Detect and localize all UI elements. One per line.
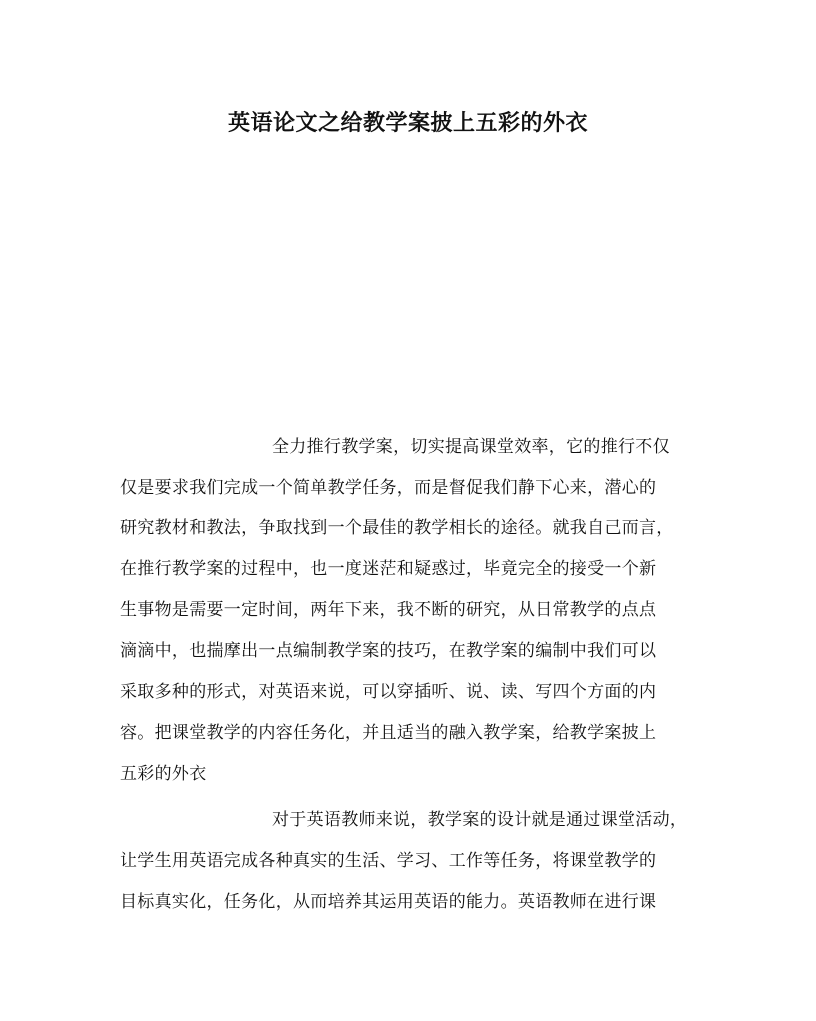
paragraph-1-line-9: 五彩的外衣 [120,764,207,784]
paragraph-2-line-1: 对于英语教师来说，教学案的设计就是通过课堂活动， [272,810,688,830]
paragraph-1-line-8: 容。把课堂教学的内容任务化，并且适当的融入教学案，给教学案披上 [120,723,657,743]
document-title: 英语论文之给教学案披上五彩的外衣 [227,110,588,136]
paragraph-1-line-7: 采取多种的形式，对英语来说，可以穿插听、说、读、写四个方面的内 [120,682,657,702]
paragraph-2-line-3: 目标真实化，任务化，从而培养其运用英语的能力。英语教师在进行课 [120,892,657,912]
paragraph-1-line-2: 仅是要求我们完成一个简单教学任务，而是督促我们静下心来，潜心的 [120,478,657,498]
paragraph-2-line-2: 让学生用英语完成各种真实的生活、学习、工作等任务，将课堂教学的 [120,851,657,871]
paragraph-1-line-3: 研究教材和教法，争取找到一个最佳的教学相长的途径。就我自己而言， [120,518,674,538]
paragraph-1-line-4: 在推行教学案的过程中，也一度迷茫和疑惑过，毕竟完全的接受一个新 [120,559,657,579]
paragraph-1-line-6: 滴滴中，也揣摩出一点编制教学案的技巧，在教学案的编制中我们可以 [120,641,657,661]
paragraph-1-line-5: 生事物是需要一定时间，两年下来，我不断的研究，从日常教学的点点 [120,600,657,620]
paragraph-1-line-1: 全力推行教学案，切实提高课堂效率，它的推行不仅 [272,437,670,457]
